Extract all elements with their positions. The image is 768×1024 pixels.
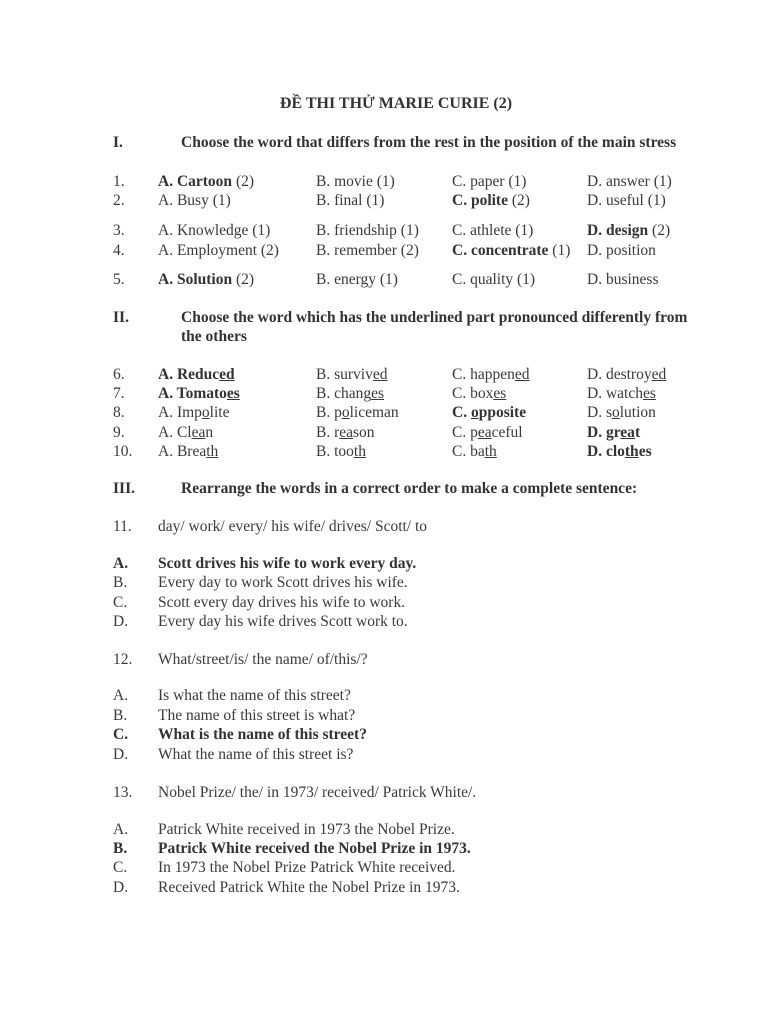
section-heading: Choose the word that differs from the rest in the position of the main stress: [181, 134, 677, 151]
answer-option: [158, 423, 213, 442]
answer-option: [452, 241, 570, 260]
answer-option: [316, 384, 384, 403]
underlined-part: ed: [372, 366, 388, 383]
answer-option: [587, 403, 656, 422]
question-number: 6.: [113, 366, 125, 383]
option-word: B. remember (2): [316, 242, 419, 259]
option-letter: B.: [113, 840, 128, 857]
option-prefix: C. ba: [452, 443, 485, 460]
option-letter: B.: [113, 707, 128, 724]
answer-option: [452, 442, 497, 461]
answer-option: [316, 423, 375, 442]
option-prefix: A. Imp: [158, 404, 202, 421]
option-suffix: ceful: [491, 424, 523, 441]
option-sentence: The name of this street is what?: [158, 707, 356, 724]
option-sentence: Scott drives his wife to work every day.: [158, 555, 417, 572]
option-letter: D.: [113, 613, 129, 630]
underlined-part: ea: [191, 424, 206, 441]
section-number: II.: [113, 309, 129, 326]
option-sentence: Every day his wife drives Scott work to.: [158, 613, 408, 630]
option-word: A. Employment (2): [158, 242, 279, 259]
option-letter: A.: [113, 687, 129, 704]
option-prefix: D. s: [587, 404, 612, 421]
section-number: III.: [113, 480, 135, 497]
question-prompt: What/street/is/ the name/ of/this/?: [158, 651, 368, 668]
underlined-part: th: [624, 443, 639, 460]
option-word: B. energy (1): [316, 271, 398, 288]
answer-option: [316, 172, 395, 191]
option-syllables: (2): [507, 192, 530, 209]
answer-option: [587, 442, 652, 461]
option-word: C. paper (1): [452, 173, 527, 190]
option-syllables: (2): [232, 271, 255, 288]
answer-option: [316, 403, 399, 422]
answer-option: [158, 172, 254, 191]
answer-option: [587, 384, 656, 403]
section-heading: Rearrange the words in a correct order to make a complete sentence:: [181, 480, 638, 497]
answer-option: [452, 221, 533, 240]
option-prefix: D. clo: [587, 443, 625, 460]
question-prompt: Nobel Prize/ the/ in 1973/ received/ Patrick White/.: [158, 784, 477, 801]
answer-option: [587, 221, 670, 240]
option-word: C. concentrate: [452, 242, 549, 259]
page-title: ĐỀ THI THỬ MARIE CURIE (2): [279, 95, 513, 112]
option-letter: A.: [113, 555, 129, 572]
answer-option: [158, 191, 231, 210]
option-prefix: B. surviv: [316, 366, 373, 383]
option-prefix: D. destroy: [587, 366, 652, 383]
option-letter: B.: [113, 574, 128, 591]
option-letter: D.: [113, 879, 129, 896]
answer-option: [452, 365, 530, 384]
option-sentence: Received Patrick White the Nobel Prize in 1973.: [158, 879, 460, 896]
option-word: C. athlete (1): [452, 222, 534, 239]
option-prefix: B. chang: [316, 385, 372, 402]
answer-option: [452, 384, 506, 403]
answer-option: [158, 403, 229, 422]
option-suffix: n: [205, 424, 214, 441]
answer-option: [452, 172, 526, 191]
underlined-part: o: [341, 404, 350, 421]
option-word: B. final (1): [316, 192, 385, 209]
underlined-part: es: [642, 385, 656, 402]
underlined-part: o: [201, 404, 210, 421]
underlined-part: es: [371, 385, 385, 402]
option-prefix: A. Reduc: [158, 366, 220, 383]
option-suffix: lution: [619, 404, 656, 421]
question-number: 2.: [113, 192, 125, 209]
option-word: D. useful (1): [587, 192, 666, 209]
option-suffix: es: [638, 443, 652, 460]
answer-option: [587, 172, 672, 191]
answer-option: [316, 365, 387, 384]
option-word: A. Cartoon: [158, 173, 233, 190]
question-number: 1.: [113, 173, 125, 190]
option-word: A. Busy (1): [158, 192, 231, 209]
option-prefix: C. box: [452, 385, 494, 402]
underlined-part: th: [206, 443, 219, 460]
underlined-part: ed: [219, 366, 235, 383]
answer-option: [158, 270, 254, 289]
option-suffix: liceman: [349, 404, 399, 421]
option-prefix: A. Brea: [158, 443, 207, 460]
option-word: C. polite: [452, 192, 508, 209]
option-sentence: Scott every day drives his wife to work.: [158, 594, 406, 611]
option-prefix: A. Cl: [158, 424, 192, 441]
answer-option: [316, 191, 384, 210]
answer-option: [587, 365, 666, 384]
question-number: 7.: [113, 385, 125, 402]
option-letter: C.: [113, 726, 129, 743]
answer-option: [316, 270, 398, 289]
answer-option: [587, 423, 640, 442]
option-word: D. business: [587, 271, 659, 288]
question-number: 11.: [113, 518, 132, 535]
underlined-part: es: [226, 385, 240, 402]
answer-option: [452, 423, 523, 442]
option-syllables: (2): [232, 173, 255, 190]
option-word: A. Knowledge (1): [158, 222, 271, 239]
option-sentence: Every day to work Scott drives his wife.: [158, 574, 408, 591]
option-letter: C.: [113, 594, 128, 611]
option-word: D. position: [587, 242, 656, 259]
question-number: 9.: [113, 424, 125, 441]
option-sentence: What the name of this street is?: [158, 746, 354, 763]
question-number: 10.: [113, 443, 133, 460]
option-word: B. movie (1): [316, 173, 395, 190]
option-prefix: B. p: [316, 404, 342, 421]
option-prefix: C. p: [452, 424, 478, 441]
underlined-part: ea: [339, 424, 354, 441]
option-word: D. design: [587, 222, 649, 239]
option-prefix: A. Tomato: [158, 385, 227, 402]
option-prefix: B. too: [316, 443, 354, 460]
option-prefix: C.: [452, 404, 471, 421]
answer-option: [316, 241, 419, 260]
underlined-part: th: [353, 443, 366, 460]
option-sentence: What is the name of this street?: [158, 726, 367, 743]
underlined-part: ed: [651, 366, 667, 383]
answer-option: [316, 442, 366, 461]
underlined-part: o: [611, 404, 620, 421]
section-number: I.: [113, 134, 123, 151]
option-word: D. answer (1): [587, 173, 672, 190]
answer-option: [452, 191, 530, 210]
answer-option: [158, 442, 218, 461]
option-prefix: D. watch: [587, 385, 643, 402]
question-number: 8.: [113, 404, 125, 421]
option-letter: C.: [113, 859, 128, 876]
underlined-part: ea: [620, 424, 635, 441]
option-suffix: lite: [209, 404, 230, 421]
answer-option: [452, 403, 526, 422]
answer-option: [158, 221, 270, 240]
option-sentence: Patrick White received in 1973 the Nobel Prize.: [158, 821, 455, 838]
answer-option: [587, 191, 666, 210]
answer-option: [158, 365, 235, 384]
question-number: 3.: [113, 222, 125, 239]
section-heading: Choose the word which has the underlined part pronounced differently from the others: [181, 309, 688, 345]
option-letter: D.: [113, 746, 129, 763]
option-word: A. Solution: [158, 271, 233, 288]
underlined-part: th: [484, 443, 497, 460]
question-number: 13.: [113, 784, 133, 801]
question-number: 4.: [113, 242, 125, 259]
option-sentence: In 1973 the Nobel Prize Patrick White received.: [158, 859, 456, 876]
answer-option: [452, 270, 535, 289]
option-letter: A.: [113, 821, 129, 838]
answer-option: [158, 241, 279, 260]
option-prefix: C. happen: [452, 366, 515, 383]
option-suffix: son: [353, 424, 375, 441]
option-syllables: (2): [648, 222, 671, 239]
question-prompt: day/ work/ every/ his wife/ drives/ Scott/ to: [158, 518, 428, 535]
underlined-part: ed: [514, 366, 530, 383]
answer-option: [587, 241, 656, 260]
option-suffix: t: [634, 424, 641, 441]
underlined-part: ea: [477, 424, 492, 441]
option-syllables: (1): [548, 242, 571, 259]
option-sentence: Is what the name of this street?: [158, 687, 351, 704]
answer-option: [158, 384, 240, 403]
answer-option: [587, 270, 658, 289]
underlined-part: o: [470, 404, 479, 421]
option-word: C. quality (1): [452, 271, 536, 288]
answer-option: [316, 221, 419, 240]
question-number: 12.: [113, 651, 133, 668]
option-sentence: Patrick White received the Nobel Prize in 1973.: [158, 840, 471, 857]
option-suffix: pposite: [478, 404, 527, 421]
option-prefix: B. r: [316, 424, 340, 441]
option-prefix: D. gr: [587, 424, 621, 441]
question-number: 5.: [113, 271, 125, 288]
option-word: B. friendship (1): [316, 222, 419, 239]
underlined-part: es: [493, 385, 507, 402]
